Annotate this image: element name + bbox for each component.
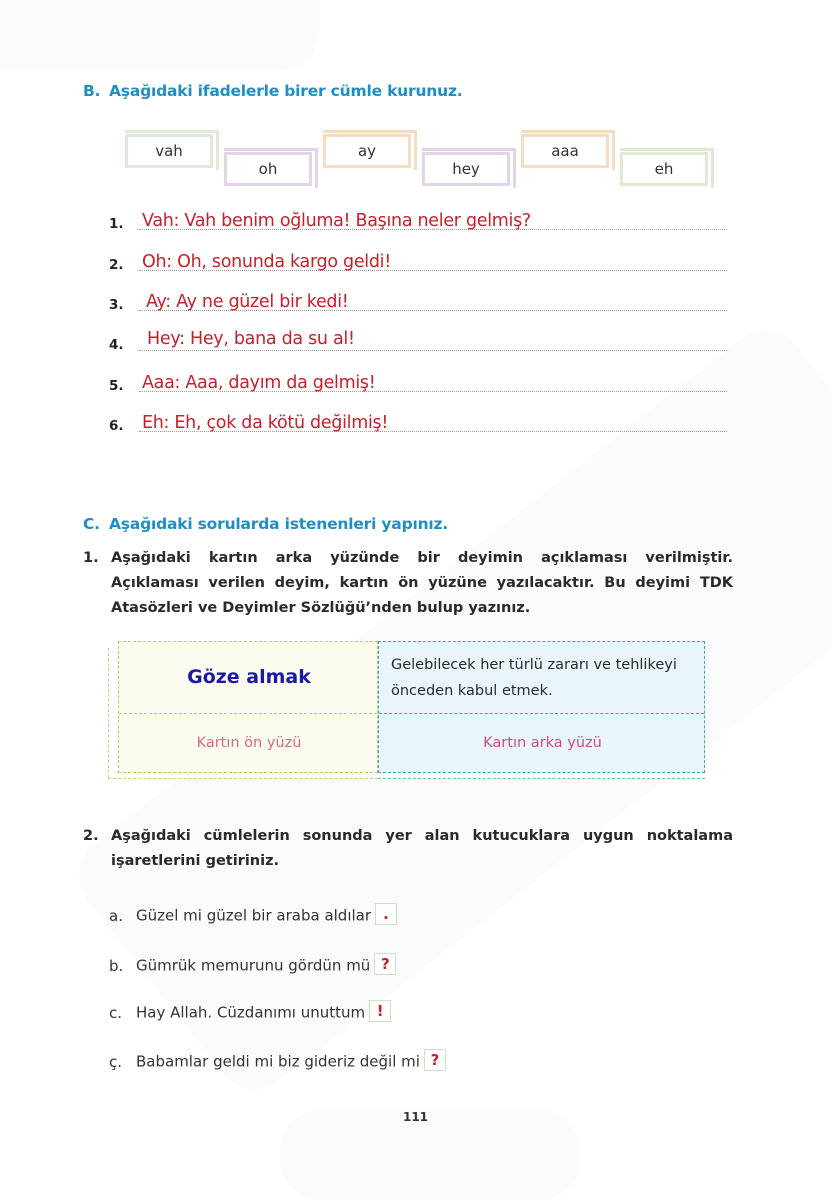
- handwritten-answer: Oh: Oh, sonunda kargo geldi!: [142, 252, 391, 272]
- answer-number: 5.: [109, 378, 124, 394]
- idiom-meaning: Gelebilecek her türlü zararı ve tehlikeyi önceden kabul etmek.: [391, 657, 677, 699]
- punctuation-item-c: [109, 1002, 391, 1028]
- punctuation-item-a: [109, 905, 397, 931]
- answer-line-6[interactable]: [109, 404, 727, 434]
- card-divider: [119, 713, 377, 714]
- punctuation-box[interactable]: ?: [374, 953, 396, 975]
- handwritten-answer: Aaa: Aaa, dayım da gelmiş!: [142, 373, 376, 393]
- word-box-hey: [422, 152, 510, 186]
- idiom-answer: Göze almak: [187, 666, 311, 688]
- background-shape: [0, 0, 320, 70]
- page-number: 111: [402, 1110, 429, 1124]
- dotted-line: [139, 350, 727, 351]
- item-letter: ç.: [109, 1052, 123, 1071]
- card-back: [378, 641, 705, 773]
- word-box-eh: [620, 152, 708, 186]
- word-box-ay: [323, 134, 411, 168]
- card-divider: [379, 713, 704, 714]
- punctuation-box[interactable]: !: [369, 1000, 391, 1022]
- answer-line-5[interactable]: [109, 364, 727, 394]
- card-shadow-outline: [108, 778, 378, 779]
- answer-number: 4.: [109, 337, 124, 353]
- question-text: Aşağıdaki cümlelerin sonunda yer alan kutucuklara uygun noktalama işaretlerini getiriniz.: [111, 828, 733, 869]
- handwritten-answer: Vah: Vah benim oğluma! Başına neler gelmiş?: [142, 211, 531, 231]
- section-b-heading: [83, 82, 462, 100]
- word-label: vah: [155, 142, 183, 160]
- word-label: aaa: [551, 142, 579, 160]
- word-label: hey: [452, 160, 480, 178]
- card-front: [118, 641, 378, 773]
- section-c-letter: C.: [83, 515, 100, 533]
- card-back-label: Kartın arka yüzü: [483, 735, 602, 751]
- handwritten-answer: Eh: Eh, çok da kötü değilmiş!: [142, 413, 389, 433]
- word-label: oh: [258, 160, 278, 178]
- word-box-oh: [224, 152, 312, 186]
- answer-number: 6.: [109, 418, 124, 434]
- section-c-title: Aşağıdaki sorularda istenenleri yapınız.: [109, 515, 449, 533]
- question-text: Aşağıdaki kartın arka yüzünde bir deyimin açıklaması verilmiştir. Açıklaması verilen deyim, kartın ön yüzüne yazılacaktır. Bu deyimi TDK Atasözleri ve Deyimler Sözlüğü’nden bulup yazınız.: [111, 550, 733, 616]
- handwritten-answer: Hey: Hey, bana da su al!: [147, 329, 355, 349]
- word-box-aaa: [521, 134, 609, 168]
- answer-line-4[interactable]: [109, 323, 727, 353]
- answer-line-1[interactable]: [109, 202, 727, 232]
- answer-line-3[interactable]: [109, 283, 727, 313]
- handwritten-answer: Ay: Ay ne güzel bir kedi!: [146, 292, 349, 312]
- answer-line-2[interactable]: [109, 243, 727, 273]
- idiom-card: [118, 641, 705, 773]
- item-text: Hay Allah. Cüzdanımı unuttum: [136, 1003, 366, 1022]
- punctuation-box[interactable]: .: [375, 903, 397, 925]
- item-letter: b.: [109, 956, 124, 975]
- item-text: Güzel mi güzel bir araba aldılar: [136, 906, 372, 925]
- punctuation-item-cedilla: [109, 1051, 446, 1077]
- card-shadow-outline: [108, 648, 109, 778]
- question-2: [83, 824, 733, 874]
- item-text: Babamlar geldi mi biz gideriz değil mi: [136, 1052, 420, 1071]
- question-number: 2.: [83, 828, 99, 844]
- question-number: 1.: [83, 550, 99, 566]
- item-text: Gümrük memurunu gördün mü: [136, 956, 371, 975]
- answer-number: 2.: [109, 257, 124, 273]
- word-box-vah: [125, 134, 213, 168]
- section-c-heading: [83, 515, 448, 533]
- card-shadow-outline: [378, 778, 705, 779]
- section-b-letter: B.: [83, 82, 101, 100]
- section-b-title: Aşağıdaki ifadelerle birer cümle kurunuz.: [109, 82, 463, 100]
- item-letter: c.: [109, 1003, 123, 1022]
- answer-number: 1.: [109, 216, 124, 232]
- item-letter: a.: [109, 906, 123, 925]
- answer-number: 3.: [109, 297, 124, 313]
- punctuation-box[interactable]: ?: [424, 1049, 446, 1071]
- punctuation-item-b: [109, 955, 396, 981]
- card-front-label: Kartın ön yüzü: [196, 735, 302, 751]
- question-1: [83, 546, 733, 621]
- word-label: ay: [357, 142, 377, 160]
- word-label: eh: [654, 160, 674, 178]
